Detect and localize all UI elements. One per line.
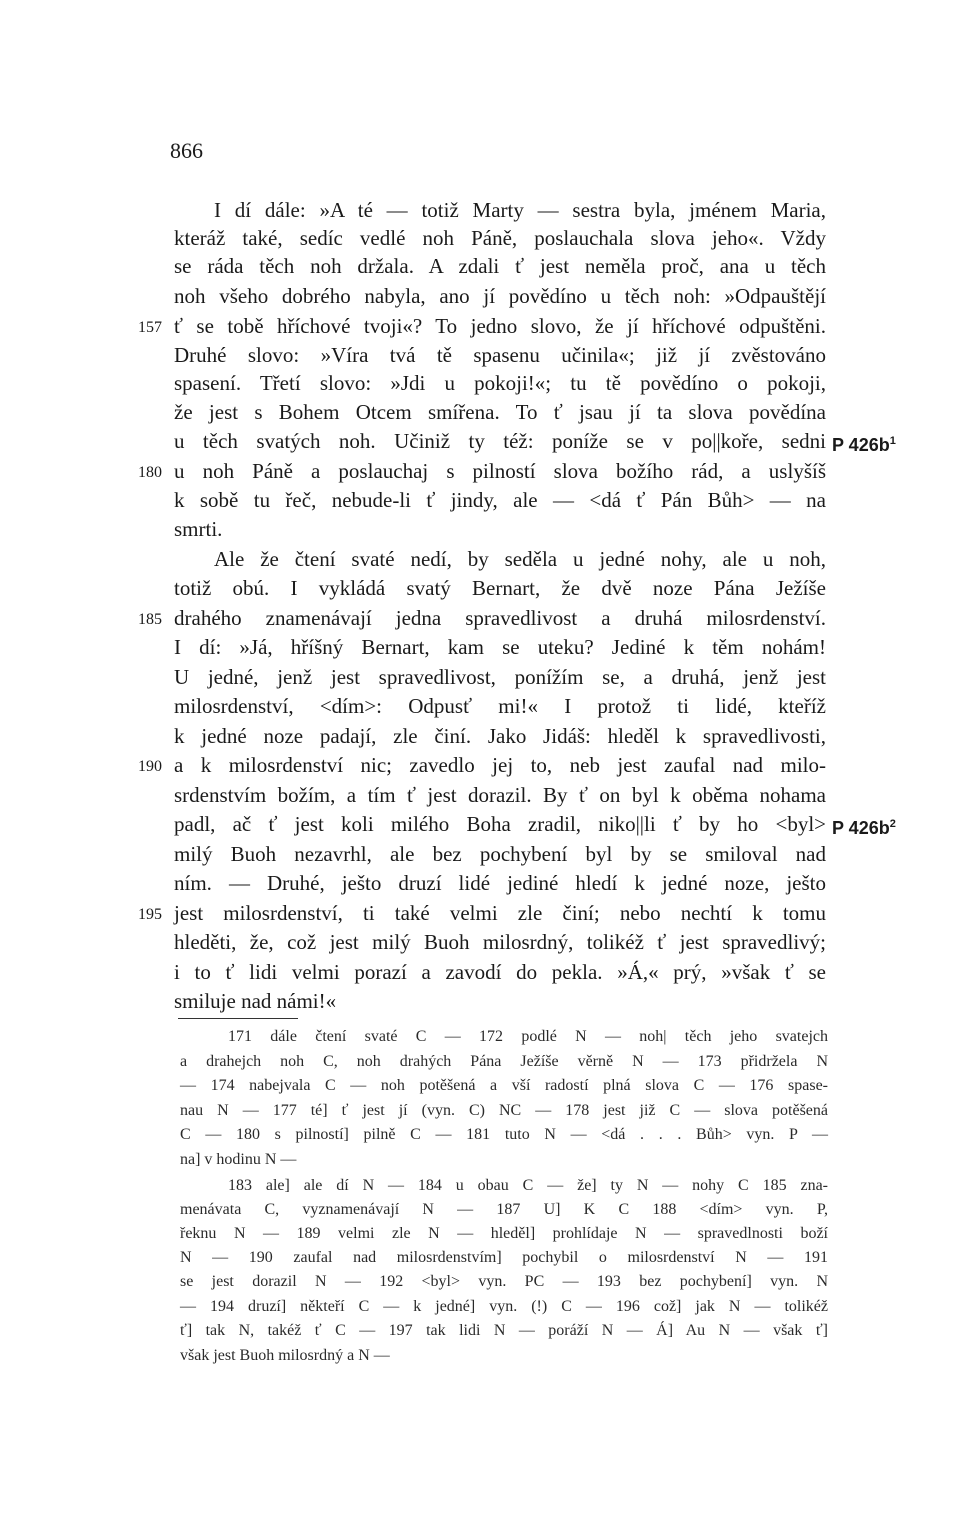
text-line: u těch svatých noh. Učiniž ty též: poníže se v po||koře, sedni bbox=[174, 429, 826, 453]
text-line: kteráž také, sedíc vedlé noh Páně, poslauchala slova jeho«. Vždy bbox=[174, 226, 826, 250]
manuscript-folio-ref bbox=[832, 427, 896, 459]
text-line: I dí dále: »A té — totiž Marty — sestra byla, jménem Maria, bbox=[214, 198, 826, 222]
footnote-divider bbox=[178, 1018, 298, 1019]
text-line: u noh Páně a poslauchaj s pilností slova božího rád, a uslyšíš bbox=[174, 459, 826, 483]
text-line: Ale že čtení svaté nedí, by seděla u jedné nohy, ale u noh, bbox=[214, 547, 826, 571]
text-line: se ráda těch noh držala. A zdali ť jest neměla proč, ana u těch bbox=[174, 254, 826, 278]
footnote-line: řeknu N — 189 velmi zle N — hleděl] prohlídaje N — spravedlnosti boží bbox=[180, 1225, 828, 1242]
text-line: a k milosrdenství nic; zavedlo jej to, neb jest zaufal nad milo- bbox=[174, 753, 826, 777]
footnote-line: 183 ale] ale dí N — 184 u obau C — že] ty N — nohy C 185 zna- bbox=[228, 1177, 828, 1194]
footnote-line: — 194 druzí] někteří C — k jedné] vyn. (!) C — 196 což] jak N — tolikéž bbox=[180, 1298, 828, 1315]
footnote-line: na] v hodinu N — bbox=[180, 1151, 297, 1168]
text-line: k jedné noze padají, zle činí. Jako Jidáš: hleděl k spravedlivosti, bbox=[174, 724, 826, 748]
text-line: I dí: »Já, hříšný Bernart, kam se uteku? Jediné k těm nohám! bbox=[174, 635, 826, 659]
line-number: 190 bbox=[138, 758, 162, 775]
folio-superscript: 2 bbox=[889, 818, 896, 830]
line-number: 185 bbox=[138, 611, 162, 628]
text-line: Druhé slovo: »Víra tvá tě spasenu učinila«; již jí zvěstováno bbox=[174, 343, 826, 367]
text-line: padl, ač ť jest koli milého Boha zradil, niko||li ť by ho <byl> bbox=[174, 812, 826, 836]
text-line: totiž obú. I vykládá svatý Bernart, že dvě noze Pána Ježíše bbox=[174, 576, 826, 600]
footnote-line: však jest Buoh milosrdný a N — bbox=[180, 1347, 390, 1364]
text-line: spasení. Třetí slovo: »Jdi u pokoji!«; tu tě povědíno o pokoji, bbox=[174, 371, 826, 395]
text-line: drahého znamenávají jedna spravedlivost a druhá milosrdenství. bbox=[174, 606, 826, 630]
text-line: jest milosrdenství, ti také velmi zle činí; nebo nechtí k tomu bbox=[174, 901, 826, 925]
folio-superscript: 1 bbox=[889, 435, 896, 447]
text-line: smrti. bbox=[174, 517, 223, 541]
text-line: milosrdenství, <dím>: Odpusť mi!« I protož ti lidé, kteříž bbox=[174, 694, 826, 718]
line-number: 157 bbox=[138, 319, 162, 336]
text-line: noh všeho dobrého nabyla, ano jí povědíno u těch noh: »Odpauštějí bbox=[174, 284, 826, 308]
text-line: U jedné, jenž jest spravedlivost, ponížím se, a druhá, jenž jest bbox=[174, 665, 826, 689]
folio-label: P 426b bbox=[832, 818, 890, 838]
page-number: 866 bbox=[170, 138, 203, 163]
footnote-line: nau N — 177 té] ť jest jí (vyn. C) NC — 178 jest již C — slova potěšená bbox=[180, 1102, 828, 1119]
text-line: k sobě tu řeč, nebude-li ť jindy, ale — <dá ť Pán Bůh> — na bbox=[174, 488, 826, 512]
text-line: ním. — Druhé, ješto druzí lidé jediné hledí k jedné noze, ješto bbox=[174, 871, 826, 895]
text-line: milý Buoh nezavrhl, ale bez pochybení byl by se smiloval nad bbox=[174, 842, 826, 866]
text-line: hleděti, že, což jest milý Buoh milosrdný, tolikéž ť jest spravedlivý; bbox=[174, 930, 826, 954]
text-line: smiluje nad námi!« bbox=[174, 989, 337, 1013]
footnote-line: se jest dorazil N — 192 <byl> vyn. PC — 193 bez pochybení] vyn. N bbox=[180, 1273, 828, 1290]
text-line: ť se tobě hříchové tvoji«? To jedno slovo, že jí hříchové odpuštěni. bbox=[174, 314, 826, 338]
text-line: srdenstvím božím, a tím ť jest dorazil. By ť on byl k oběma nohama bbox=[174, 783, 826, 807]
line-number: 195 bbox=[138, 906, 162, 923]
text-line: že jest s Bohem Otcem smířena. To ť jsau jí ta slova povědína bbox=[174, 400, 826, 424]
footnote-line: a drahejch noh C, noh drahých Pána Ježíše věrně N — 173 přidržela N bbox=[180, 1053, 828, 1070]
line-number: 180 bbox=[138, 464, 162, 481]
footnote-line: — 174 nabejvala C — noh potěšená a vší radostí plná slova C — 176 spase- bbox=[180, 1077, 828, 1094]
footnote-line: 171 dále čtení svaté C — 172 podlé N — noh| těch jeho svatejch bbox=[228, 1028, 828, 1045]
footnote-line: C — 180 s pilností] pilně C — 181 tuto N — <dá . . . Bůh> vyn. P — bbox=[180, 1126, 828, 1143]
manuscript-folio-ref bbox=[832, 810, 896, 842]
footnote-line: menávata C, vyznamenávají N — 187 U] K C 188 <dím> vyn. P, bbox=[180, 1201, 828, 1218]
text-line: i to ť lidi velmi porazí a zavodí do pekla. »Á,« prý, »však ť se bbox=[174, 960, 826, 984]
folio-label: P 426b bbox=[832, 435, 890, 455]
footnote-line: N — 190 zaufal nad milosrdenstvím] pochybil o milosrdenství N — 191 bbox=[180, 1249, 828, 1266]
footnote-line: ť] tak N, takéž ť C — 197 tak lidi N — poráží N — Á] Au N — však ť] bbox=[180, 1322, 828, 1339]
